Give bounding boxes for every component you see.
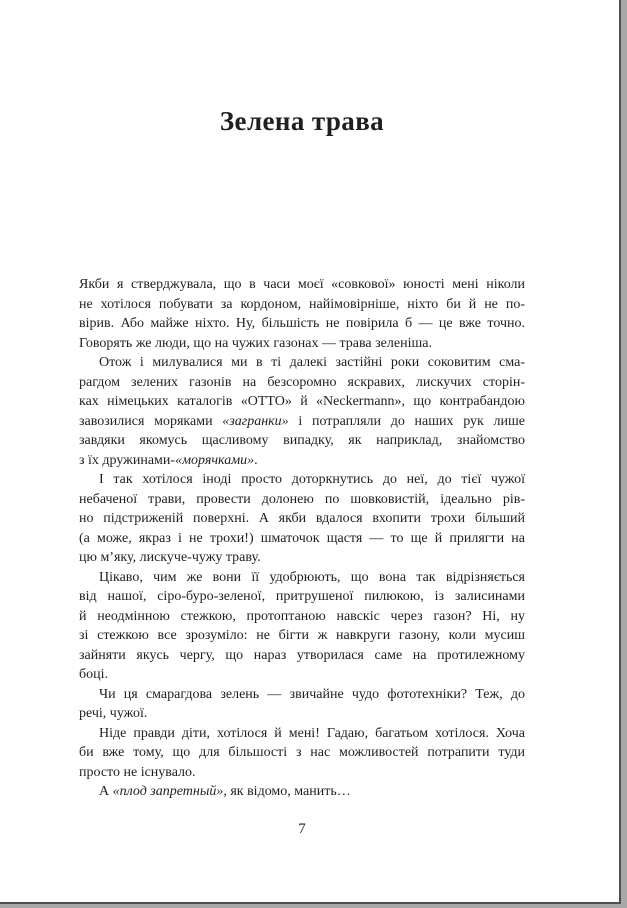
text-run: би вже тому, що для більшості з нас можливостей потрапити туди xyxy=(79,745,525,760)
italic-text-run: «загранки» xyxy=(222,413,289,429)
text-line xyxy=(79,685,525,705)
text-run: Говорять же люди, що на чужих газонах — трава зеленіша. xyxy=(79,335,432,351)
text-line xyxy=(79,724,525,744)
paragraph xyxy=(79,782,525,802)
text-line xyxy=(79,431,525,451)
text-line xyxy=(79,548,525,568)
text-run: і потрапляли до наших рук лише xyxy=(288,413,525,429)
text-line xyxy=(79,451,525,471)
text-run: вірив. Або майже ніхто. Ну, більшість не повірила б — це вже точно. xyxy=(79,316,525,331)
text-line xyxy=(79,587,525,607)
text-line xyxy=(79,295,525,315)
italic-text-run: «плод запретный» xyxy=(112,784,224,799)
text-line xyxy=(79,275,525,295)
text-run: завозилися моряками xyxy=(79,413,223,429)
text-line xyxy=(79,470,525,490)
text-run: рагдом зелених газонів на безсоромно яскравих, лискучих сторін- xyxy=(79,374,525,390)
text-line xyxy=(79,490,525,510)
text-line xyxy=(79,704,525,724)
text-run: , як відомо, манить… xyxy=(223,784,351,799)
text-run: (а може, якраз і не трохи!) шматочок щастя — то ще й прилягти на xyxy=(79,530,525,546)
text-line xyxy=(79,626,525,646)
paragraph xyxy=(79,470,525,568)
text-run: боці. xyxy=(79,667,109,682)
text-run: цю м’яку, лискуче-чужу траву. xyxy=(79,550,261,565)
text-run: завдяки якомусь щасливому випадку, як наприклад, знайомство xyxy=(79,433,525,448)
text-run: Цікаво, чим же вони її удобрюють, що вона так відрізняється xyxy=(99,569,525,585)
text-line xyxy=(79,646,525,666)
paragraph xyxy=(79,568,525,685)
text-run: й неодмінною стежкою, протоптаною навскіс через газон? Ні, ну xyxy=(79,608,525,624)
text-line xyxy=(79,392,525,412)
text-line xyxy=(79,529,525,549)
text-run: від нашої, сіро-буро-зеленої, притрушеної пилюкою, із залисинами xyxy=(79,589,525,604)
paragraphs-container xyxy=(79,275,525,802)
text-run: І так хотілося іноді просто доторкнутись до неї, до тієї чужої xyxy=(99,472,525,487)
text-run: но підстриженій поверхні. А якби вдалося вхопити трохи більший xyxy=(79,511,525,526)
text-line xyxy=(79,373,525,393)
text-run: Чи ця смарагдова зелень — звичайне чудо фототехніки? Теж, до xyxy=(99,686,525,702)
text-line xyxy=(79,412,525,432)
text-run: А xyxy=(99,784,113,799)
text-line xyxy=(79,665,525,685)
text-line xyxy=(79,607,525,627)
text-run: зайняти якусь чергу, що нараз утворилася саме на протилежному xyxy=(79,647,525,663)
text-run: . xyxy=(254,452,258,468)
page-number: 7 xyxy=(298,821,306,837)
text-run: просто не існувало. xyxy=(79,764,196,780)
text-line xyxy=(79,763,525,783)
text-line xyxy=(79,743,525,763)
text-run: Якби я стверджувала, що в часи моєї «совкової» юності мені ніколи xyxy=(79,277,525,292)
text-line xyxy=(79,334,525,354)
paragraph xyxy=(79,275,525,353)
text-run: Отож і милувалися ми в ті далекі застійні роки соковитим сма- xyxy=(99,355,525,370)
text-line xyxy=(79,509,525,529)
italic-text-run: «морячками» xyxy=(175,452,255,468)
text-run: речі, чужої. xyxy=(79,706,148,721)
text-line xyxy=(79,314,525,334)
paragraph xyxy=(79,685,525,724)
text-run: ках німецьких каталогів «ОТТО» й «Neckermann», що контрабандою xyxy=(79,394,525,409)
text-line xyxy=(79,353,525,373)
text-run: Ніде правди діти, хотілося й мені! Гадаю, багатьом хотілося. Хоча xyxy=(99,725,525,741)
paragraph xyxy=(79,353,525,470)
text-run: зі стежкою все зрозуміло: не бігти ж навкруги газону, коли мусиш xyxy=(79,628,525,643)
text-run: не хотілося побувати за кордоном, найімовірніше, ніхто би й не по- xyxy=(79,296,525,312)
text-run: небаченої трави, провести долонею по шовковистій, ідеально рів- xyxy=(79,491,525,507)
text-line xyxy=(79,568,525,588)
paragraph xyxy=(79,724,525,783)
text-run: з їх дружинами- xyxy=(79,452,176,468)
text-line xyxy=(79,782,525,802)
chapter-title: Зелена трава xyxy=(219,106,385,136)
